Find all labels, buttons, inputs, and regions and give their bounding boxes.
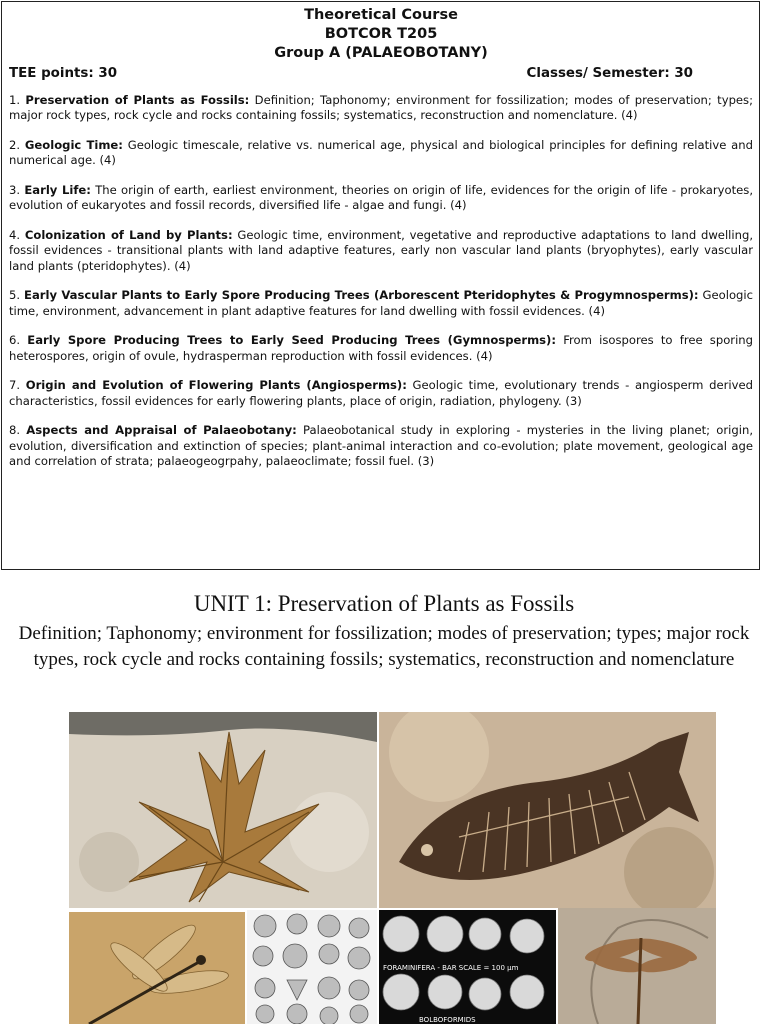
topic-body: Palaeobotanical study in exploring - mysteries in the living planet; origin, evolution, diversification and extinction of species; plant-animal interaction and co-evolution; plate movement, geological age and correlation of strata; palaeogeogrpahy, palaeoclimate; fossil fuel. (3) — [9, 423, 754, 468]
topic-item: 5. Early Vascular Plants to Early Spore Producing Trees (Arborescent Pteridophytes & Progymnosperms): Geologic time, environment, advancement in plant adaptive features for land dwelling with fossil evidences. (4) — [9, 288, 754, 318]
dragonfly-fossil-image — [69, 912, 245, 1024]
topic-title: Origin and Evolution of Flowering Plants (Angiosperms): — [25, 378, 407, 392]
topic-body: Geologic time, evolutionary trends - angiosperm derived characteristics, fossil evidences for early flowering plants, place of origin, radiation, phylogeny. (3) — [9, 378, 753, 408]
topic-body: The origin of earth, earliest environment, theories on origin of life, evidences for the origin of life - prokaryotes, evolution of eukaryotes and fossil records, diversified life - algae and fungi. (4) — [9, 182, 753, 212]
foraminifera-label: FORAMINIFERA - BAR SCALE = 100 µm — [383, 964, 519, 972]
tee-points: TEE points: 30 — [9, 66, 118, 81]
unit-title: UNIT 1: Preservation of Plants as Fossils — [193, 591, 575, 616]
topic-item: 6. Early Spore Producing Trees to Early Seed Producing Trees (Gymnosperms): From isospores to free sporing heterospores, origin of ovule, hydrasperman reproduction with fossil evidences. (4) — [9, 333, 753, 363]
topic-title: Early Vascular Plants to Early Spore Producing Trees (Arborescent Pteridophytes & Progymnosperms): — [24, 288, 699, 302]
classes-per-semester: Classes/ Semester: 30 — [526, 66, 693, 81]
topic-item: 2. Geologic Time: Geologic timescale, relative vs. numerical age, physical and biological principles for defining relative and numerical age. (4) — [9, 137, 753, 167]
bolboformids-label: BOLBOFORMIDS — [419, 1016, 476, 1024]
topic-body: Geologic time, environment, vegetative and reproductive adaptations to land dwelling, fossil evidences - transitional plants with land adaptive features, early non vascular land plants (bryophytes), early vascular land plants (pteridophytes). (4) — [9, 227, 754, 273]
topic-body: From isospores to free sporing heterospores, origin of ovule, hydrasperman reproduction with fossil evidences. (4) — [9, 333, 753, 363]
topic-title: Geologic Time: — [24, 137, 123, 152]
course-code: BOTCOR T205 — [324, 26, 438, 42]
topic-body: Definition; Taphonomy; environment for fossilization; modes of preservation; types; major rock types, rock cycle and rocks containing fossils; systematics, reconstruction and nomenclature. (4) — [9, 92, 754, 122]
topic-title: Early Spore Producing Trees to Early Seed Producing Trees (Gymnosperms): — [27, 333, 556, 347]
topic-item: 7. Origin and Evolution of Flowering Plants (Angiosperms): Geologic time, evolutionary trends - angiosperm derived characteristics, fossil evidences for early flowering plants, place of origin, radiation, phylogeny. (3) — [9, 378, 753, 408]
topic-body: Geologic timescale, relative vs. numerical age, physical and biological principles for defining relative and numerical age. (4) — [9, 137, 753, 167]
course-group: Group A (PALAEOBOTANY) — [274, 45, 488, 61]
topic-title: Aspects and Appraisal of Palaeobotany: — [26, 423, 297, 437]
topic-title: Early Life: — [24, 182, 91, 197]
leaf-fossil-image — [69, 712, 377, 908]
topic-title: Colonization of Land by Plants: — [24, 227, 233, 242]
course-meta — [9, 66, 753, 82]
fish-fossil-image — [379, 712, 716, 908]
syllabus-box — [1, 1, 760, 570]
course-heading: Theoretical Course — [304, 7, 458, 23]
foraminifera-image — [379, 910, 556, 1024]
topic-title: Preservation of Plants as Fossils: — [25, 92, 250, 107]
topic-item: 3. Early Life: The origin of earth, earliest environment, theories on origin of life, evidences for the origin of life - prokaryotes, evolution of eukaryotes and fossil records, diversified life - algae and fungi. (4) — [9, 182, 753, 212]
topic-item: 4. Colonization of Land by Plants: Geologic time, environment, vegetative and reproductive adaptations to land dwelling, fossil evidences - transitional plants with land adaptive features, early non vascular land plants (bryophytes), early vascular land plants (pteridophytes). (4) — [9, 227, 754, 273]
topic-item: 1. Preservation of Plants as Fossils: Definition; Taphonomy; environment for fossilization; modes of preservation; types; major rock types, rock cycle and rocks containing fossils; systematics, reconstruction and nomenclature. (4) — [9, 92, 754, 122]
unit-subtitle: Definition; Taphonomy; environment for fossilization; modes of preservation; types; major rock types, rock cycle and rocks containing fossils; systematics, reconstruction and nomenclature — [18, 623, 750, 670]
topic-item: 8. Aspects and Appraisal of Palaeobotany: Palaeobotanical study in exploring - mysteries in the living planet; origin, evolution, diversification and extinction of species; plant-animal interaction and co-evolution; plate movement, geological age and correlation of strata; palaeogeogrpahy, palaeoclimate; fossil fuel. (3) — [9, 423, 754, 468]
topic-body: Geologic time, environment, advancement in plant adaptive features for land dwelling with fossil evidences. (4) — [9, 288, 754, 318]
pollen-grains-image — [247, 910, 377, 1024]
insect-fossil-image — [558, 908, 716, 1024]
